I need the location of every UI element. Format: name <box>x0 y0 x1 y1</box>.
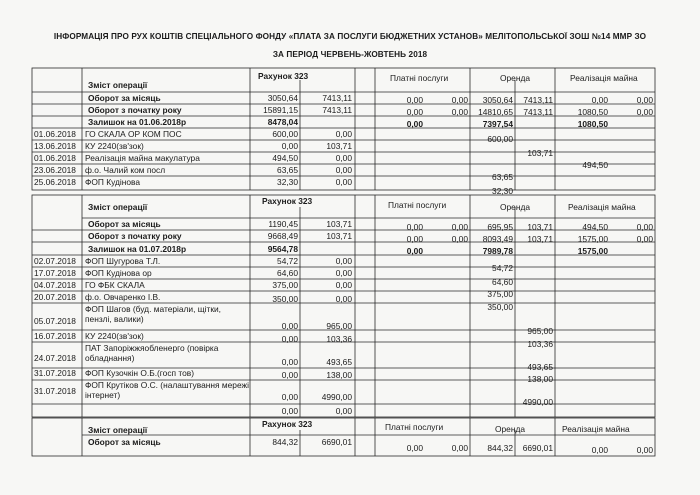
sec1-from-start-label: Оборот з початку року <box>88 105 182 115</box>
cell: 0,00 <box>451 234 468 244</box>
cell: 494,50 <box>272 153 298 163</box>
cell: 4990,00 <box>321 392 352 402</box>
cell: 0,00 <box>335 165 352 175</box>
row-date: 01.06.2018 <box>34 129 76 139</box>
cell: 0,00 <box>636 234 653 244</box>
cell: 1080,50 <box>577 107 608 117</box>
cell: 844,32 <box>272 437 298 447</box>
cell: 0,00 <box>591 95 608 105</box>
header-paid-services: Платні послуги <box>388 200 447 210</box>
cell: 0,00 <box>281 321 298 331</box>
row-date: 04.07.2018 <box>34 280 76 290</box>
cell: 7413,11 <box>322 105 352 115</box>
row-date: 13.06.2018 <box>34 141 76 151</box>
sec2-turnover-label: Оборот за місяць <box>88 219 161 229</box>
header-content: Зміст операції <box>88 202 148 212</box>
cell: 14810,65 <box>478 107 513 117</box>
cell: 0,00 <box>406 234 423 244</box>
cell: 54,72 <box>277 256 298 266</box>
cell: 493,65 <box>326 357 352 367</box>
row-desc: КУ 2240(зв'зок) <box>85 331 144 341</box>
sec2-from-start-label: Оборот з початку року <box>88 231 182 241</box>
header-account: Рахунок 323 <box>262 196 313 206</box>
row-desc: ФОП Кудінова <box>85 177 141 187</box>
row-date: 01.06.2018 <box>34 153 76 163</box>
cell: 493,65 <box>527 362 553 372</box>
sec3-turnover-label: Оборот за місяць <box>88 437 161 447</box>
cell: 1575,00 <box>577 246 608 256</box>
header-rent: Оренда <box>500 202 530 212</box>
row-desc: ФОП Кузочкін О.Б.(госп тов) <box>85 368 195 378</box>
header-sale: Реалізація майна <box>562 424 630 434</box>
cell: 0,00 <box>451 443 468 453</box>
row-desc: Реалізація майна макулатура <box>85 153 200 163</box>
cell: 0,00 <box>636 107 653 117</box>
row-date: 16.07.2018 <box>34 331 76 341</box>
cell: 64,60 <box>277 268 298 278</box>
cell: 103,71 <box>527 234 553 244</box>
row-date: 20.07.2018 <box>34 292 76 302</box>
cell: 63,65 <box>277 165 298 175</box>
cell: 0,00 <box>406 443 423 453</box>
cell: 3050,64 <box>267 93 298 103</box>
cell: 0,00 <box>335 280 352 290</box>
header-sale: Реалізація майна <box>570 73 638 83</box>
row-date: 25.06.2018 <box>34 177 76 187</box>
row-desc: ГО СКАЛА ОР КОМ ПОС <box>85 129 182 139</box>
cell: 0,00 <box>335 153 352 163</box>
cell: 0,00 <box>406 107 423 117</box>
cell: 7989,78 <box>482 246 513 256</box>
row-date: 05.07.2018 <box>34 316 76 326</box>
cell: 0,00 <box>451 107 468 117</box>
cell: 103,71 <box>527 148 553 158</box>
cell: 7413,11 <box>523 95 553 105</box>
sec1-balance-label: Залишок на 01.06.2018р <box>88 117 187 127</box>
cell: 63,65 <box>492 172 513 182</box>
row-desc: ПАТ Запоріжжяобленерго (повірка обладнання) <box>85 343 219 363</box>
header-account: Рахунок 323 <box>258 71 309 81</box>
cell: 6690,01 <box>522 443 553 453</box>
cell: 375,00 <box>487 289 513 299</box>
cell: 0,00 <box>335 129 352 139</box>
sec2-balance-label: Залишок на 01.07.2018р <box>88 244 187 254</box>
row-desc: КУ 2240(зв'зок) <box>85 141 144 151</box>
cell: 0,00 <box>636 95 653 105</box>
cell: 3050,64 <box>482 95 513 105</box>
cell: 54,72 <box>492 263 513 273</box>
row-desc: ф.о. Овчаренко І.В. <box>85 292 161 302</box>
cell: 32,30 <box>277 177 298 187</box>
row-desc: ф.о. Чалий ком посл <box>85 165 166 175</box>
cell: 0,00 <box>281 141 298 151</box>
cell: 138,00 <box>326 370 352 380</box>
cell: 6690,01 <box>321 437 352 447</box>
header-content: Зміст операції <box>88 425 148 435</box>
cell: 7397,54 <box>482 119 513 129</box>
cell: 7413,11 <box>322 93 352 103</box>
cell: 494,50 <box>582 222 608 232</box>
cell: 9668,49 <box>267 231 298 241</box>
cell: 0,00 <box>406 246 423 256</box>
row-desc: ФОП Шугурова Т.Л. <box>85 256 161 266</box>
cell: 32,30 <box>492 186 513 196</box>
cell: 15891,15 <box>263 105 298 115</box>
document-period: ЗА ПЕРІОД ЧЕРВЕНЬ-ЖОВТЕНЬ 2018 <box>272 50 428 59</box>
header-content: Зміст операції <box>88 80 148 90</box>
cell: 0,00 <box>406 222 423 232</box>
header-rent: Оренда <box>500 73 530 83</box>
cell: 103,36 <box>527 339 553 349</box>
header-sale: Реалізація майна <box>568 202 636 212</box>
cell: 0,00 <box>335 177 352 187</box>
cell: 0,00 <box>281 392 298 402</box>
cell: 965,00 <box>527 326 553 336</box>
row-date: 23.06.2018 <box>34 165 76 175</box>
cell: 600,00 <box>487 134 513 144</box>
row-date: 17.07.2018 <box>34 268 76 278</box>
cell: 0,00 <box>281 357 298 367</box>
cell: 8093,49 <box>482 234 513 244</box>
cell: 0,00 <box>636 445 653 455</box>
row-date: 31.07.2018 <box>34 368 76 378</box>
cell: 0,00 <box>406 119 423 129</box>
row-date: 31.07.2018 <box>34 386 76 396</box>
cell: 1575,00 <box>577 234 608 244</box>
cell: 0,00 <box>335 294 352 304</box>
cell: 695,95 <box>487 222 513 232</box>
row-desc: ФОП Крутіков О.С. (налаштування мережі інтернет) <box>85 380 249 400</box>
header-account: Рахунок 323 <box>262 419 313 429</box>
cell: 0,00 <box>281 370 298 380</box>
cell: 350,00 <box>272 294 298 304</box>
row-desc: ФОП Кудінова ор <box>85 268 152 278</box>
cell: 103,71 <box>527 222 553 232</box>
cell: 0,00 <box>281 334 298 344</box>
cell: 0,00 <box>591 445 608 455</box>
cell: 844,32 <box>487 443 513 453</box>
cell: 0,00 <box>451 222 468 232</box>
cell: 103,36 <box>326 334 352 344</box>
row-desc: ГО ФБК СКАЛА <box>85 280 145 290</box>
cell: 375,00 <box>272 280 298 290</box>
cell: 0,00 <box>636 222 653 232</box>
cell: 1080,50 <box>577 119 608 129</box>
cell: 8478,04 <box>267 117 298 127</box>
cell: 0,00 <box>335 406 352 416</box>
cell: 0,00 <box>406 95 423 105</box>
cell: 103,71 <box>326 141 352 151</box>
cell: 103,71 <box>326 219 352 229</box>
cell: 64,60 <box>492 277 513 287</box>
row-desc: ФОП Шагов (буд. матеріали, щітки, пензлі, валики) <box>85 304 221 324</box>
cell: 600,00 <box>272 129 298 139</box>
sec1-turnover-label: Оборот за місяць <box>88 93 161 103</box>
cell: 0,00 <box>335 268 352 278</box>
header-paid-services: Платні послуги <box>390 73 449 83</box>
cell: 1190,45 <box>268 219 298 229</box>
row-date: 24.07.2018 <box>34 353 76 363</box>
header-rent: Оренда <box>495 424 525 434</box>
cell: 0,00 <box>335 256 352 266</box>
document-title: ІНФОРМАЦІЯ ПРО РУХ КОШТІВ СПЕЦІАЛЬНОГО ФОНДУ «ПЛАТА ЗА ПОСЛУГИ БЮДЖЕТНИХ УСТАНОВ» МЕЛІТОПОЛЬСЬКОЇ ЗОШ №14 ММР ЗО <box>53 32 647 41</box>
cell: 138,00 <box>527 374 553 384</box>
cell: 0,00 <box>451 95 468 105</box>
cell: 0,00 <box>281 406 298 416</box>
cell: 965,00 <box>326 321 352 331</box>
cell: 350,00 <box>487 302 513 312</box>
header-paid-services: Платні послуги <box>385 422 444 432</box>
cell: 7413,11 <box>523 107 553 117</box>
cell: 9564,78 <box>267 244 298 254</box>
cell: 494,50 <box>582 160 608 170</box>
cell: 103,71 <box>326 231 352 241</box>
row-date: 02.07.2018 <box>34 256 76 266</box>
cell: 4990,00 <box>522 397 553 407</box>
